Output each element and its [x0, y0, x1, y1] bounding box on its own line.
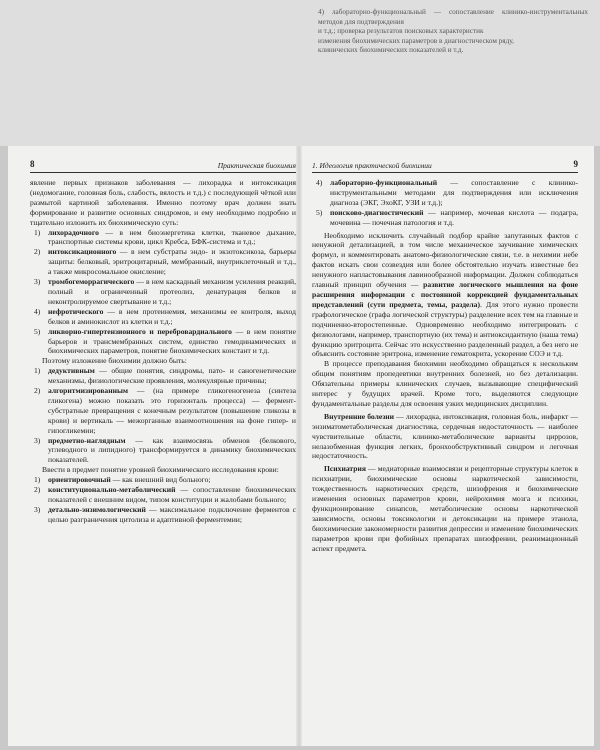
running-title: Практическая биохимия: [217, 161, 296, 170]
page-body: [30, 178, 296, 525]
list-item: 2) интоксикационного — в нем субстраты эндо- и экзотоксикоза, барьеры защиты: белковый, эритроцитарный, мембранный, внутриклеточный и т.д., а также микросомальное окисление;: [34, 247, 296, 277]
list-item: 5) ликворно-гипертензионного и перебровардиального — в нем понятие барьеров и трансмембранных систем, единство гемодинамических и биохимических параметров, понятие биохимических констант и т.д.: [34, 326, 296, 356]
top-line: клинических биохимических показателей и т.д.: [318, 46, 464, 55]
list-item: 5) поисково-диагностический — например, мочевая кислота — подагра, мочевина — почечная патология и т.д.: [316, 207, 578, 227]
top-line: и т.д.; проверка результатов поисковых характеристик: [318, 27, 484, 36]
book-gutter: [296, 146, 302, 746]
list-item: 4) нефротического — в нем протеинемия, механизмы ее контроля, выход белков и аминокислот из клетки и т.д.;: [34, 306, 296, 326]
paragraph: Внутренние болезни — лихорадка, интоксикация, головная боль, инфаркт — энзиматометаболическая диагностика, сердечная недостаточность — наиболее чувствительные области, клинико-метаболические варианты циррозов, нелазобменная функция легких, бронхообструктивный синдром и легочная недостаточность.: [312, 411, 578, 461]
page-body: [312, 178, 578, 554]
paragraph: Психиатрия — медиаторные взаимосвязи и рецепторные структуры клеток в психиатрии, биохимические основы наркотической зависимости, тождественность наркотических средств, шизофрения и биохимические изменения основных параметров крови, нейрохимия мозга и психики, функционирование синапсов, метаболические основы наркотической зависимости, основы токсикологии и детоксикации на примере этанола, биохимические закономерности развития депрессии и изменение биохимических параметров крови при фобийных препаратах шизофрении, реанимационный аспект предмета.: [312, 464, 578, 553]
previous-page-strip: [0, 0, 600, 146]
running-head: [312, 160, 578, 173]
paragraph: Необходимо исключить случайный подбор крайне запутанных фактов с ненужной детализацией, в том числе механическое заучивание химических формул, и комментировать анатомо-физиологические связи, т.е. в нехимии небе фактов искать свои созвездия или более обстоятельно изучать известные без ненужного напластовывания лавинообразной информации. Должен соблюдаться главный принцип обучения — развитие логического мышления на фоне расширения информации с постоянной коррекцией фундаментальных представлений (сути предмета, темы, раздела). Для этого нужно провести графологическое (графа логической структуры) разделение всех тем на главные и подчиненно-второстепенные. Одновременно необходимо интегрировать с физиологами, например, транспортную (их тема) и антиоксидантную (наша тема) функцию эритроцита. Сейчас это искусственно разделенный раздел, а без него не объяснить состояние эритрона, изменение гематокрита, ускорение СОЭ и т.д.: [312, 230, 578, 359]
list-item: 3) предметно-наглядным — как взаимосвязь обменов (белкового, углеводного и липидного) трансформируется в динамику биохимических показателей.: [34, 435, 296, 465]
page-number: 8: [30, 159, 35, 169]
list-item: 4) лабораторно-функциональный — сопоставление с клинико-инструментальными методами для подтверждения или исключения диагноза (ЭКГ, ЭхоКГ, УЗИ и т.д.);: [316, 178, 578, 207]
list-item: 3) детально-энзимологический — максимальное подключение ферментов с целью разграничения цитолиза и адаптивной ферментемии;: [34, 504, 296, 524]
list-item: 2) конституционально-метаболический — сопоставление биохимических показателей с внешним видом, типом конституции и жалобами больного;: [34, 485, 296, 504]
top-line: изменения биохимических параметров в диагностическом ряду,: [318, 36, 514, 45]
previous-page-text: [318, 8, 588, 56]
top-line: 4) лабораторно-функциональный — сопоставление клинико-инструментальных методов для подтверждения: [318, 8, 588, 26]
list-item: 1) ориентировочный — как внешний вид больного;: [34, 475, 211, 485]
right-page: [312, 152, 578, 748]
running-title: 1. Идеология практической биохимии: [312, 161, 432, 170]
page-number: 9: [573, 159, 578, 169]
running-head: [30, 160, 296, 173]
paragraph: Поэтому изложение биохимии должно быть:: [42, 356, 187, 366]
list-item: 2) алгоритмизированным — (на примере гликогеногенеза (синтеза гликогена) можно показать это горизонталь процесса) — фермент-субстратные превращения с конечным результатом (повышение гликозы в крови) и вертикаль — межорганные взаимоотношения на фоне гипер- и гипогликемии;: [34, 386, 296, 435]
paragraph: явление первых признаков заболевания — лихорадка и интоксикация (недомогание, головная боль, слабость, вялость и т.д.) с последующей чёткой или размытой картиной заболевания. Именно поэтому врач должен знать формирование и развитие основных синдромов, и ему необходимо подробно и тщательно изложить их биохимическую суть:: [30, 178, 296, 227]
paragraph: Ввести в предмет понятие уровней биохимического исследования крови:: [42, 465, 279, 475]
list-item: 1) дедуктивным — общие понятия, синдромы, пато- и саногенетические механизмы, физиологические проявления, молекулярные причины;: [34, 366, 296, 386]
paragraph: В процессе преподавания биохимии необходимо обращаться к нескольким общим понятиям пропедевтики внутренних болезней, но без детализации. Обязательны примеры клинических случаев, вызывающие специфический интерес у будущих врачей. Кроме того, выделяются следующие фундаментальные разделы для освоения узких медицинских дисциплин.: [312, 359, 578, 408]
list-item: 1) лихорадочного — в нем биоэнергетика клетки, тканевое дыхание, транспортные системы крови, цикл Кребса, БФК-система и т.д.;: [34, 227, 296, 247]
list-item: 3) тромбогеморрагического — в нем каскадный механизм усиления реакций, полный и ограниченный протеолиз, денатурация белков и неконтролируемое свертывание и т.д.;: [34, 277, 296, 306]
left-page: [30, 152, 296, 748]
